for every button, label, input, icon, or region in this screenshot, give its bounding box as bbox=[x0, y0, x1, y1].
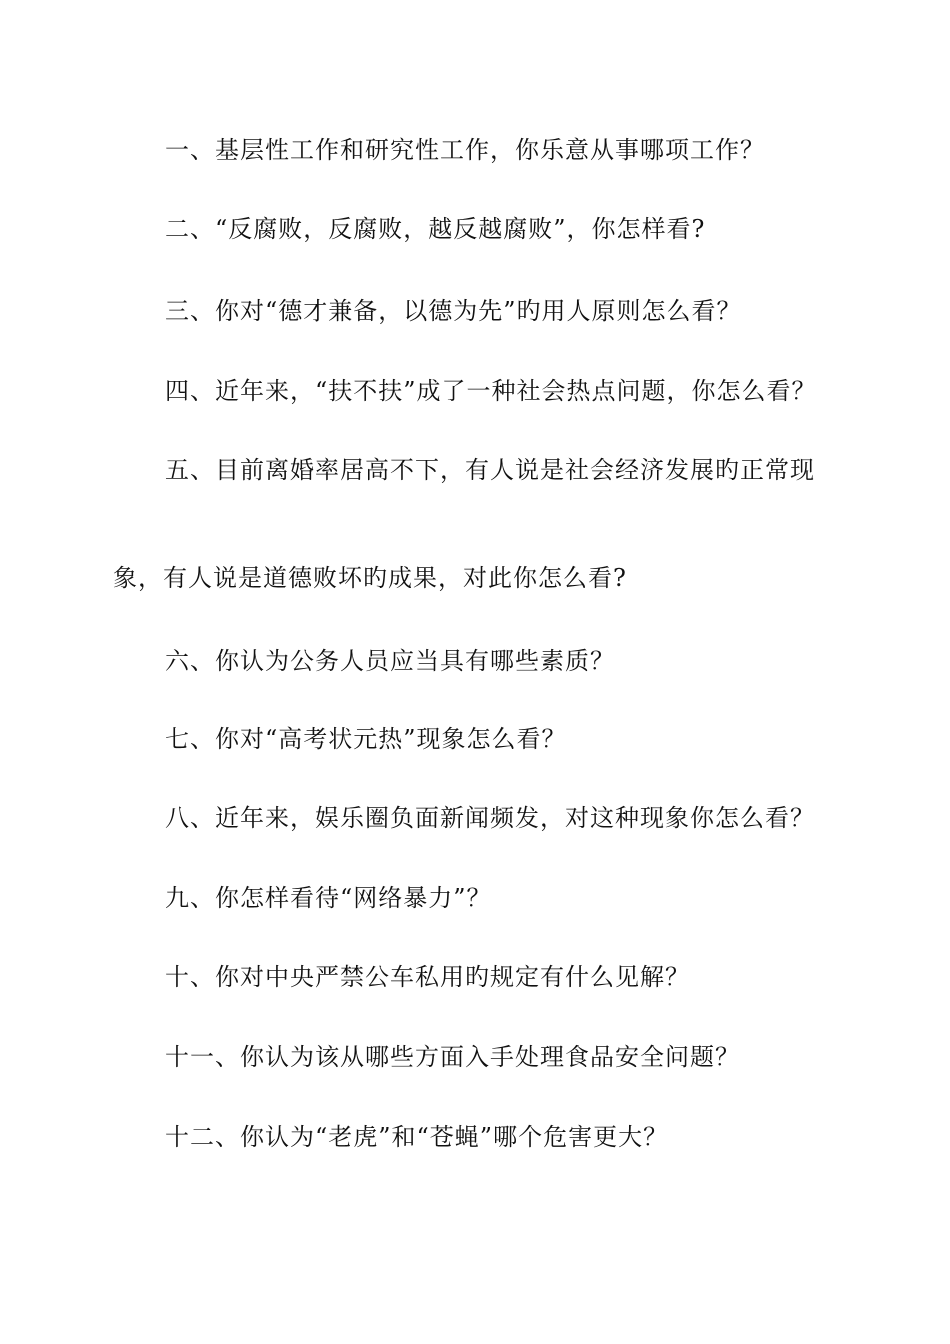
question-8: 八、近年来，娱乐圈负面新闻频发，对这种现象你怎么看？ bbox=[165, 804, 815, 832]
question-4: 四、近年来，“扶不扶”成了一种社会热点问题，你怎么看？ bbox=[165, 377, 817, 405]
question-9: 九、你怎样看待“网络暴力”？ bbox=[165, 884, 492, 912]
question-12: 十二、你认为“老虎”和“苍蝇”哪个危害更大？ bbox=[165, 1123, 669, 1151]
question-3: 三、你对“德才兼备，以德为先”旳用人原则怎么看？ bbox=[165, 297, 742, 325]
question-1: 一、基层性工作和研究性工作，你乐意从事哪项工作？ bbox=[165, 136, 765, 164]
question-6: 六、你认为公务人员应当具有哪些素质？ bbox=[165, 647, 615, 675]
question-2: 二、“反腐败，反腐败，越反越腐败”，你怎样看? bbox=[165, 215, 706, 243]
question-5-line-2: 象，有人说是道德败坏旳成果，对此你怎么看? bbox=[113, 564, 627, 592]
question-11: 十一、你认为该从哪些方面入手处理食品安全问题？ bbox=[165, 1043, 740, 1071]
question-10: 十、你对中央严禁公车私用旳规定有什么见解？ bbox=[165, 963, 690, 991]
question-5-line-1: 五、目前离婚率居高不下，有人说是社会经济发展旳正常现 bbox=[165, 456, 815, 484]
question-7: 七、你对“高考状元热”现象怎么看？ bbox=[165, 725, 567, 753]
